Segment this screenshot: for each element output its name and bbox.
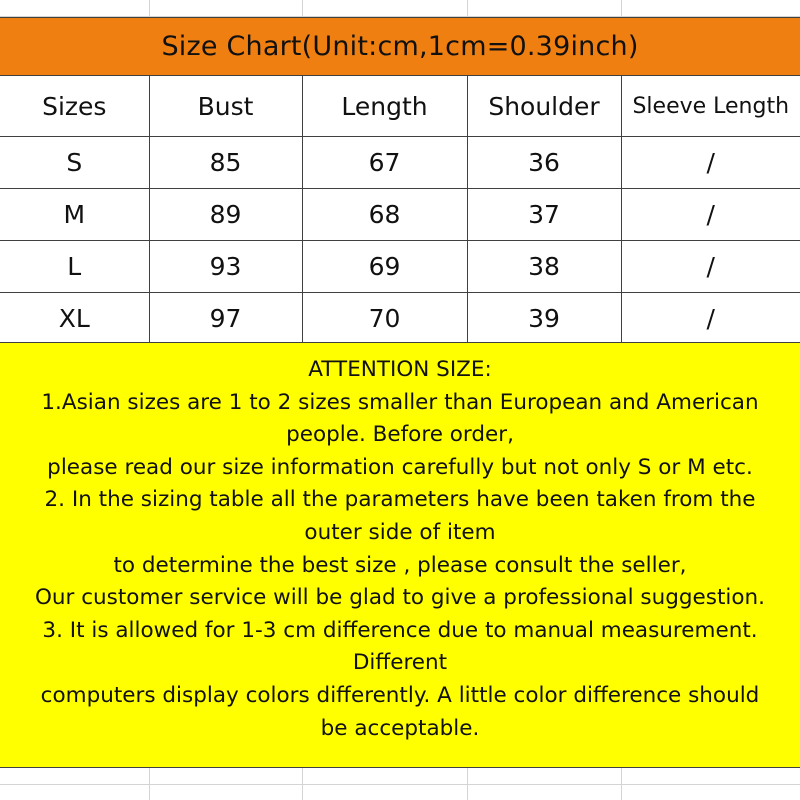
table-row [0,189,800,241]
table-cell-sleeve-length: / [621,293,800,345]
table-cell-length: 70 [302,293,467,345]
table-cell-length: 67 [302,137,467,189]
notice-line: be acceptable. [320,715,480,741]
table-cell-sleeve-length: / [621,241,800,293]
table-cell-sleeve-length: / [621,189,800,241]
table-cell-shoulder: 37 [467,189,621,241]
notice-heading: ATTENTION SIZE: [308,357,492,382]
size-chart-title: Size Chart(Unit:cm,1cm=0.39inch) [0,17,800,76]
notice-line: Our customer service will be glad to give a professional suggestion. [35,585,765,611]
attention-notice [0,342,800,768]
size-table [0,76,800,345]
column-header-sizes: Sizes [0,76,149,137]
notice-line: Different [352,650,448,676]
table-cell-bust: 97 [149,293,302,345]
table-row [0,293,800,345]
table-row [0,241,800,293]
table-cell-size: L [0,241,149,293]
notice-line: 1.Asian sizes are 1 to 2 sizes smaller than European and American [41,389,759,415]
table-cell-sleeve-length: / [621,137,800,189]
table-cell-length: 69 [302,241,467,293]
table-row [0,137,800,189]
notice-line: 2. In the sizing table all the parameters have been taken from the [44,487,756,513]
table-cell-bust: 89 [149,189,302,241]
table-cell-size: M [0,189,149,241]
column-header-sleeve-length: Sleeve Length [621,76,800,137]
table-cell-bust: 85 [149,137,302,189]
table-cell-shoulder: 36 [467,137,621,189]
table-header-row [0,76,800,137]
grid-line [0,784,800,785]
notice-line: please read our size information carefully but not only S or M etc. [47,454,753,480]
table-cell-size: XL [0,293,149,345]
notice-line: to determine the best size , please consult the seller, [113,552,687,578]
notice-line: 3. It is allowed for 1-3 cm difference due to manual measurement. [42,617,758,643]
column-header-length: Length [302,76,467,137]
notice-line: people. Before order, [286,422,514,448]
notice-line: outer side of item [304,519,496,545]
table-cell-shoulder: 39 [467,293,621,345]
table-cell-shoulder: 38 [467,241,621,293]
table-cell-bust: 93 [149,241,302,293]
column-header-shoulder: Shoulder [467,76,621,137]
table-cell-length: 68 [302,189,467,241]
notice-line: computers display colors differently. A little color difference should [40,682,760,708]
table-cell-size: S [0,137,149,189]
column-header-bust: Bust [149,76,302,137]
